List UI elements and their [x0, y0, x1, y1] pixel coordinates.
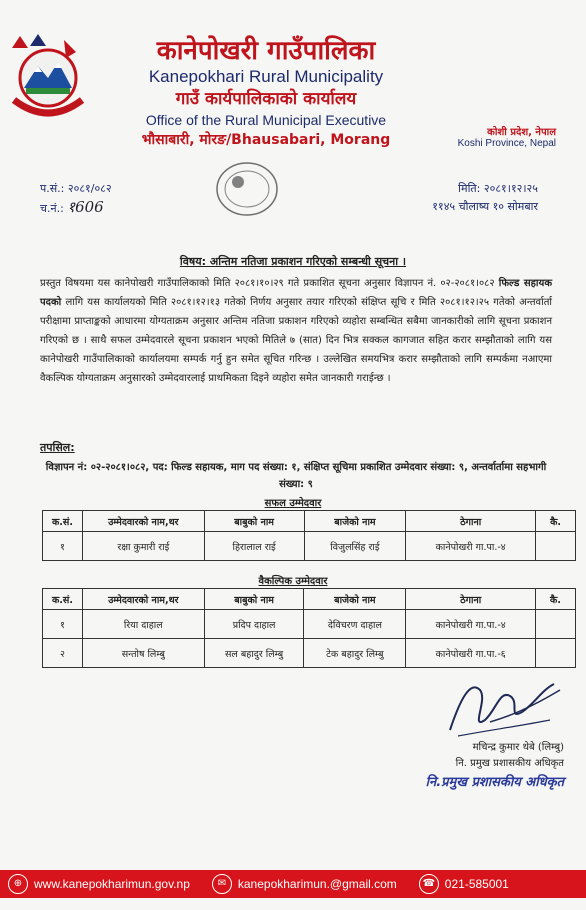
- header-cell: बाबुको नाम: [204, 511, 304, 532]
- table-cell: १: [43, 532, 83, 561]
- time-text: ११४५ चौलाष्य १० सोमबार: [432, 200, 538, 213]
- date-block: [432, 180, 538, 216]
- subject-line: विषय: अन्तिम नतिजा प्रकाशन गरिएको सम्बन्धी सूचना ।: [179, 255, 407, 268]
- globe-icon: ⊕: [8, 874, 28, 894]
- header-cell: ठेगाना: [406, 511, 536, 532]
- table-cell: कानेपोखरी गा.पा.-४: [406, 532, 536, 561]
- office-name-np: गाउँ कार्यपालिकाको कार्यालय: [175, 89, 357, 109]
- header-cell: क.सं.: [43, 589, 83, 610]
- table-row: [43, 532, 576, 561]
- table-cell: देविचरण दाहाल: [304, 610, 406, 639]
- office-stamp-icon: [214, 160, 280, 218]
- header-cell: ठेगाना: [406, 589, 536, 610]
- municipality-name-en: Kanepokhari Rural Municipality: [148, 67, 384, 86]
- table-cell: विजुलसिंह राई: [304, 532, 406, 561]
- table-cell: रक्षा कुमारी राई: [82, 532, 204, 561]
- table-row: [43, 610, 576, 639]
- footer-email[interactable]: kanepokharimun.@gmail.com: [237, 877, 397, 891]
- date-text: मिति: २०८१।१२।२५: [458, 182, 538, 195]
- body-bold-post: फिल्ड सहायक पदको: [40, 278, 553, 308]
- successful-caption: सफल उम्मेदवार: [264, 498, 322, 509]
- office-name-en: Office of the Rural Municipal Executive: [145, 112, 387, 128]
- signatory-name: मचिन्द्र कुमार थेबे (लिम्बु): [472, 742, 564, 753]
- header-cell: उम्मेदवारको नाम,थर: [82, 589, 204, 610]
- ps-number: प.सं.: २०८१/०८२: [40, 182, 112, 195]
- cn-value: १606: [67, 198, 104, 216]
- table-cell: सल बहादुर लिम्बु: [204, 639, 304, 668]
- header-cell: कै.: [536, 589, 576, 610]
- header-cell: उम्मेदवारको नाम,थर: [82, 511, 204, 532]
- signature-icon: [430, 660, 570, 750]
- details-heading: तपसिल:: [40, 441, 75, 454]
- footer-website[interactable]: www.kanepokharimun.gov.np: [34, 877, 190, 891]
- table-cell: कानेपोखरी गा.पा.-६: [406, 639, 536, 668]
- table-cell: १: [43, 610, 83, 639]
- municipality-emblem-icon: [4, 30, 92, 122]
- municipality-name-np: कानेपोखरी गाउँपालिका: [156, 36, 376, 66]
- reference-block: [40, 180, 112, 218]
- signatory-title: नि. प्रमुख प्रशासकीय अधिकृत: [455, 758, 564, 769]
- email-icon: ✉: [212, 874, 232, 894]
- table-header-row: [43, 511, 576, 532]
- body-part-2: लागि यस कार्यालयको मिति २०८१।१२।१३ गतेको निर्णय अनुसार तयार गरिएको संक्षिप्त सूचि र मिति २०८१।१२।२५ गतेको अन्तर्वार्ता परीक्षामा प्राप्ताङ्कको आधारमा योग्यताक्रम अनुसार अन्तिम नतिजा प्रकाशन गरिएको व्यहोरा सम्बन्धित सबैमा जानकारीको लागि सूचना प्रकाशन गरिएको छ । साथै सफल उम्मेदवारले सूचना प्रकाशन भएको मितिले ७ (सात) दिन भित्र सक्कल कागजात सहित करार सम्झौताको लागि यस कानेपोखरी गाउँपालिकाको कार्यालयमा सम्पर्क गर्नु हुन समेत सूचित गरिन्छ । उल्लेखित समयभित्र करार सम्झौताको लागि सम्पर्कमा नआएमा वैकल्पिक योग्यताक्रम अनुसारको उम्मेदवारलाई प्राथमिकता दिइने व्यहोरा समेत जानकारी गराईन्छ ।: [40, 297, 552, 384]
- cn-label: च.नं.:: [40, 202, 64, 215]
- office-address: भौसाबारी, मोरङ/Bhausabari, Morang: [141, 132, 391, 148]
- footer-phone[interactable]: 021-585001: [444, 877, 509, 891]
- table-cell: प्रदिप दाहाल: [204, 610, 304, 639]
- details-text: विज्ञापन नं: ०२-२०८१।०८२, पद: फिल्ड सहायक, माग पद संख्या: १, संक्षिप्त सूचिमा प्रकाशित उम्मेदवार संख्या: ९, अन्तर्वार्तामा सहभागी संख्या: ९: [45, 462, 547, 490]
- notice-body: [40, 274, 552, 388]
- alternate-caption: वैकल्पिक उम्मेदवार: [258, 576, 328, 587]
- table-cell: टेक बहादुर लिम्बु: [304, 639, 406, 668]
- table-cell: २: [43, 639, 83, 668]
- signatory-block: [456, 740, 564, 772]
- header-cell: कै.: [536, 511, 576, 532]
- table-header-row: [43, 589, 576, 610]
- table-cell: [536, 532, 576, 561]
- phone-icon: ☎: [419, 874, 439, 894]
- header-cell: क.सं.: [43, 511, 83, 532]
- header-cell: बाजेको नाम: [304, 511, 406, 532]
- footer-bar: [0, 870, 586, 898]
- alternate-table: [42, 588, 576, 668]
- header-cell: बाजेको नाम: [304, 589, 406, 610]
- table-cell: कानेपोखरी गा.पा.-४: [406, 610, 536, 639]
- table-cell: रिया दाहाल: [82, 610, 204, 639]
- successful-table: [42, 510, 576, 561]
- header-cell: बाबुको नाम: [204, 589, 304, 610]
- table-cell: [536, 610, 576, 639]
- signatory-stamp: नि.प्रमुख प्रशासकीय अधिकृत: [425, 775, 564, 790]
- body-part-1: प्रस्तुत विषयमा यस कानेपोखरी गाउँपालिकाको मिति २०८१।१०।२९ गते प्रकाशित सूचना अनुसार विज्ञापन नं. ०२-२०८१।०८२: [40, 278, 499, 289]
- cn-row: [40, 198, 112, 218]
- table-cell: हिरालाल राई: [204, 532, 304, 561]
- province-en: Koshi Province, Nepal: [457, 138, 556, 149]
- province-np: कोशी प्रदेश, नेपाल: [487, 127, 556, 138]
- table-cell: सन्तोष लिम्बु: [82, 639, 204, 668]
